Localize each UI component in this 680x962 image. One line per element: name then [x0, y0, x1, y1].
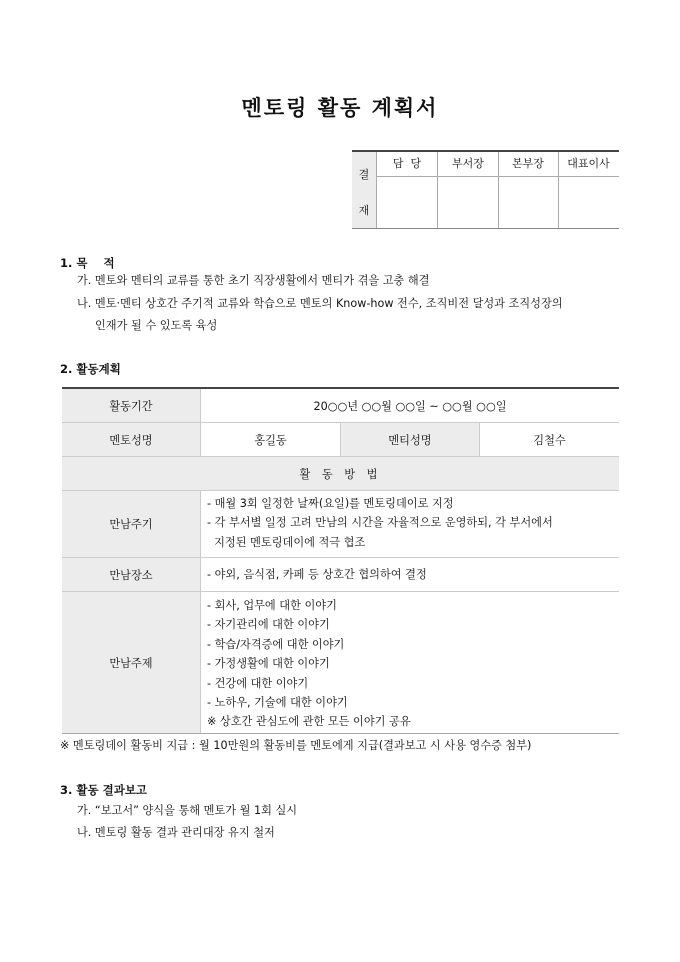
- topic-item: ※ 상호간 관심도에 관한 모든 이야기 공유: [207, 715, 411, 729]
- approval-side-label: [352, 152, 377, 228]
- approval-column-header: 부서장: [438, 152, 498, 177]
- activity-plan-table: [62, 387, 619, 734]
- topic-label: 만남주제: [62, 592, 201, 733]
- table-row: [62, 457, 619, 491]
- mentor-label: 멘토성명: [62, 423, 201, 456]
- topic-item: - 가정생활에 대한 이야기: [207, 657, 330, 671]
- section1-item: 나. 멘토·멘티 상호간 주기적 교류와 학습으로 멘토의 Know-how 전수, 조직비전 달성과 조직성장의: [77, 297, 563, 310]
- method-header: 활 동 방 법: [62, 457, 619, 490]
- approval-column: [558, 152, 619, 228]
- section3-heading: 3. 활동 결과보고: [60, 783, 148, 797]
- approval-column-header: 담 당: [377, 152, 437, 177]
- approval-column-header: 본부장: [498, 152, 558, 177]
- table-row: [62, 389, 619, 423]
- approval-side-bottom: 재: [358, 204, 370, 217]
- topic-item: - 회사, 업무에 대한 이야기: [207, 599, 337, 612]
- section3-item: 나. 멘토링 활동 결과 관리대장 유지 철저: [77, 826, 275, 839]
- approval-box: [352, 150, 619, 229]
- section1-heading: 1. 목 적: [60, 256, 115, 270]
- section3-item: 가. “보고서” 양식을 통해 멘토가 월 1회 실시: [77, 804, 298, 817]
- topic-item: - 노하우, 기술에 대한 이야기: [207, 696, 348, 710]
- topic-list: [201, 592, 619, 733]
- approval-column: [438, 152, 499, 228]
- period-value: 20○○년 ○○월 ○○일 ~ ○○월 ○○일: [313, 399, 507, 413]
- place-value: - 야외, 음식점, 카페 등 상호간 협의하여 결정: [207, 567, 427, 581]
- table-row: [62, 558, 619, 592]
- topic-item: - 건강에 대한 이야기: [207, 676, 309, 690]
- cycle-item: - 매월 3회 일정한 날짜(요일)를 멘토링데이로 지정: [207, 497, 454, 510]
- mentor-name: 홍길동: [201, 423, 341, 456]
- table-row: [62, 491, 619, 558]
- approval-column: [377, 152, 438, 228]
- approval-column: [498, 152, 559, 228]
- approval-column-header: 대표이사: [558, 152, 619, 177]
- mentee-label: 멘티성명: [341, 423, 480, 456]
- mentee-name: 김철수: [533, 433, 566, 447]
- section1-item: 가. 멘토와 멘티의 교류를 통한 초기 직장생활에서 멘티가 겪을 고충 해결: [77, 274, 430, 287]
- topic-item: - 자기관리에 대한 이야기: [207, 618, 330, 632]
- table-row: [62, 423, 619, 457]
- section2-heading: 2. 활동계획: [60, 362, 121, 376]
- cycle-item: - 각 부서별 일정 고려 만남의 시간을 자율적으로 운영하되, 각 부서에서: [207, 516, 553, 530]
- period-label: 활동기간: [62, 389, 201, 422]
- cycle-item: 지정된 멘토링데이에 적극 협조: [207, 535, 366, 549]
- approval-side-top: 결: [358, 168, 370, 181]
- cycle-label: 만남주기: [62, 491, 201, 557]
- document-title: 멘토링 활동 계획서: [241, 96, 439, 120]
- topic-item: - 학습/자격증에 대한 이야기: [207, 637, 345, 651]
- place-label: 만남장소: [62, 558, 201, 591]
- table-row: [62, 592, 619, 733]
- section1-item-continuation: 인재가 될 수 있도록 육성: [95, 319, 218, 332]
- cycle-list: [201, 491, 619, 557]
- activity-fund-note: ※ 멘토링데이 활동비 지급 : 월 10만원의 활동비를 멘토에게 지급(결과보고 시 사용 영수증 첨부): [60, 739, 532, 752]
